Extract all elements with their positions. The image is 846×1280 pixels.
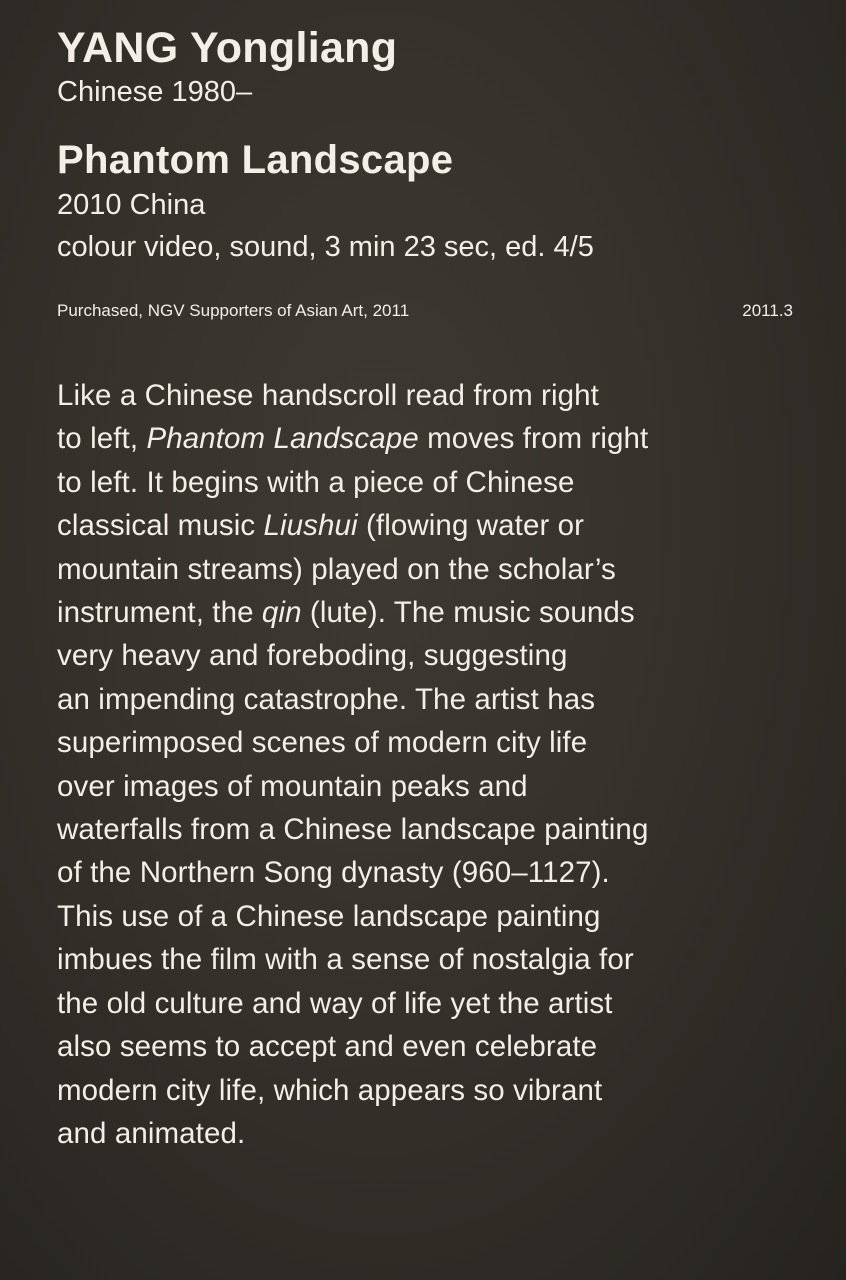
description-line: the old culture and way of life yet the artist [57,986,613,1020]
description-line: mountain streams) played on the scholar’s [57,552,616,586]
description-line: also seems to accept and even celebrate [57,1030,598,1064]
description-line: modern city life, which appears so vibrant [57,1073,603,1107]
accession-number: 2011.3 [742,301,793,320]
credit-line: Purchased, NGV Supporters of Asian Art, 2011 [57,301,410,320]
credit-row [57,300,793,322]
description-line: waterfalls from a Chinese landscape painting [57,813,649,847]
description-line: instrument, the qin (lute). The music sounds [57,596,635,630]
music-title-italic: Liushui [263,509,358,543]
description-line: superimposed scenes of modern city life [57,726,588,760]
artwork-title: Phantom Landscape [57,138,454,182]
description-line: of the Northern Song dynasty (960–1127). [57,856,610,890]
description-line: an impending catastrophe. The artist has [57,682,596,716]
description-line: over images of mountain peaks and [57,769,528,803]
description-line: to left. It begins with a piece of Chinese [57,465,575,499]
description-text [57,374,817,1155]
description-line: imbues the film with a sense of nostalgia for [57,943,634,977]
artwork-medium: colour video, sound, 3 min 23 sec, ed. 4/5 [57,231,594,263]
description-line: classical music Liushui (flowing water or [57,509,585,543]
artist-nationality-dates: Chinese 1980– [57,76,253,108]
description-line: and animated. [57,1116,246,1150]
artist-name: YANG Yongliang [57,24,398,72]
artwork-date-place: 2010 China [57,189,206,221]
instrument-name-italic: qin [261,596,302,630]
description-line: Like a Chinese handscroll read from right [57,379,599,412]
description-line: to left, Phantom Landscape moves from right [57,422,649,456]
artwork-title-italic: Phantom Landscape [146,422,419,456]
museum-wall-label [57,22,817,1155]
description-line: This use of a Chinese landscape painting [57,899,601,933]
description-line: very heavy and foreboding, suggesting [57,639,568,673]
